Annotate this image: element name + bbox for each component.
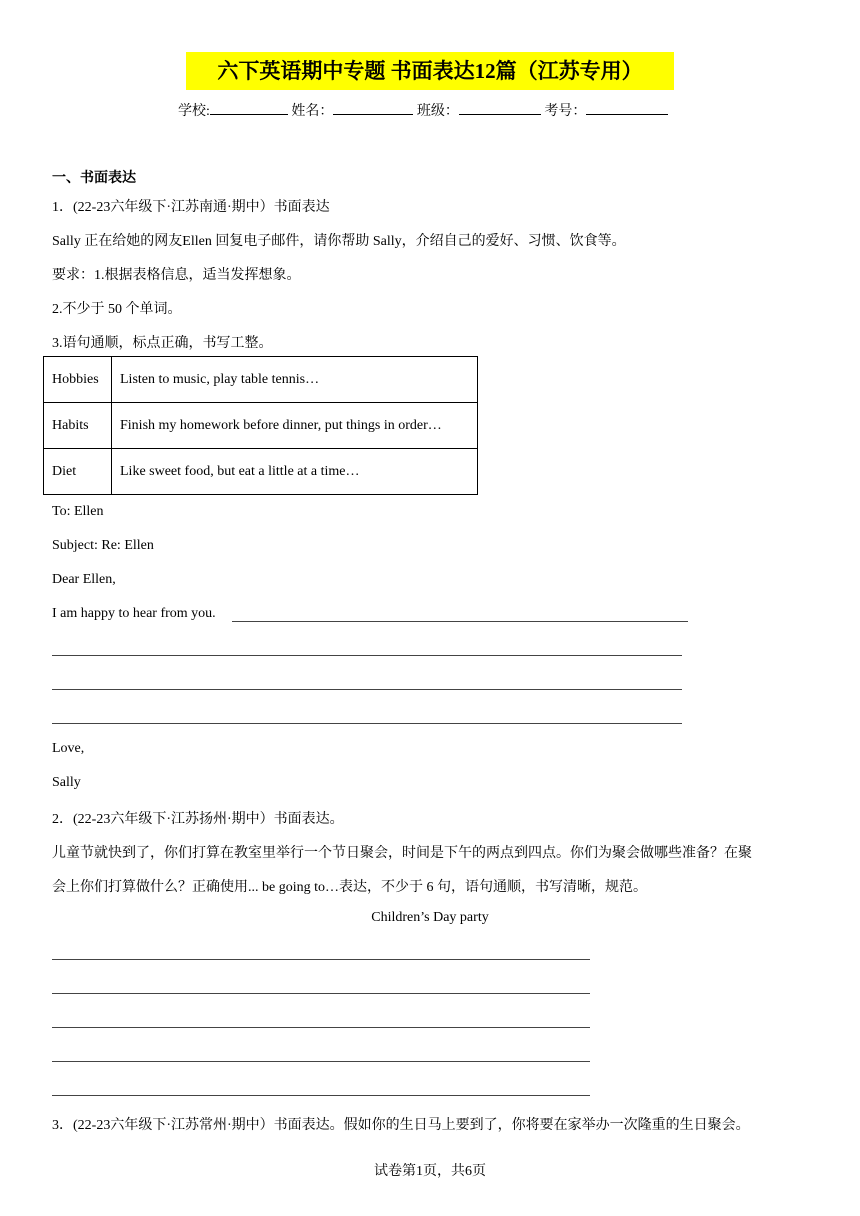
email-signature: Sally	[52, 775, 81, 790]
q2-essay-title: Children’s Day party	[371, 910, 489, 925]
student-info-line	[178, 100, 668, 120]
q1-requirement-3: 3.语句通顺，标点正确，书写工整。	[52, 336, 273, 351]
email-subject: Subject: Re: Ellen	[52, 538, 154, 553]
info-table	[43, 356, 478, 495]
answer-line[interactable]	[52, 689, 682, 690]
q1-requirement-2: 2.不少于 50 个单词。	[52, 302, 182, 317]
table-value: Finish my homework before dinner, put things in order…	[112, 403, 478, 449]
answer-line[interactable]	[52, 993, 590, 994]
answer-line[interactable]	[52, 959, 590, 960]
page-footer: 试卷第1页，共6页	[374, 1164, 486, 1179]
email-opening: I am happy to hear from you.	[52, 606, 216, 621]
name-label: 姓名：	[291, 104, 334, 119]
answer-line[interactable]	[52, 1095, 590, 1096]
q2-text-line-2: 会上你们打算做什么？正确使用... be going to…表达，不少于 6 句，语句通顺，书写清晰，规范。	[52, 880, 647, 895]
q1-header: 1．(22-23六年级下·江苏南通·期中）书面表达	[52, 200, 330, 215]
email-closing: Love,	[52, 741, 85, 756]
table-row	[44, 403, 478, 449]
class-label: 班级：	[416, 104, 459, 119]
answer-line[interactable]	[52, 1027, 590, 1028]
q3-header: 3．(22-23六年级下·江苏常州·期中）书面表达。假如你的生日马上要到了，你将要在家举办一次隆重的生日聚会。	[52, 1118, 750, 1133]
document-title: 六下英语期中专题 书面表达12篇（江苏专用）	[186, 52, 674, 90]
table-value: Like sweet food, but eat a little at a time…	[112, 449, 478, 495]
q2-text-line-1: 儿童节就快到了，你们打算在教室里举行一个节日聚会，时间是下午的两点到四点。你们为聚会做哪些准备？在聚	[52, 846, 752, 861]
answer-line[interactable]	[52, 1061, 590, 1062]
class-field[interactable]	[459, 100, 541, 115]
table-key: Diet	[44, 449, 112, 495]
section-heading: 一、书面表达	[52, 171, 136, 186]
table-value: Listen to music, play table tennis…	[112, 357, 478, 403]
table-key: Hobbies	[44, 357, 112, 403]
table-key: Habits	[44, 403, 112, 449]
answer-line[interactable]	[232, 621, 688, 622]
id-label: 考号：	[544, 104, 587, 119]
school-label: 学校:	[178, 104, 210, 119]
q1-intro: Sally 正在给她的网友Ellen 回复电子邮件，请你帮助 Sally，介绍自己的爱好、习惯、饮食等。	[52, 234, 626, 249]
name-field[interactable]	[333, 100, 413, 115]
q1-requirement-1: 要求：1.根据表格信息，适当发挥想象。	[52, 268, 301, 283]
table-row	[44, 357, 478, 403]
email-to: To: Ellen	[52, 504, 104, 519]
id-field[interactable]	[586, 100, 668, 115]
answer-line[interactable]	[52, 723, 682, 724]
email-greeting: Dear Ellen,	[52, 572, 116, 587]
school-field[interactable]	[210, 100, 288, 115]
table-row	[44, 449, 478, 495]
q2-header: 2．(22-23六年级下·江苏扬州·期中）书面表达。	[52, 812, 344, 827]
answer-line[interactable]	[52, 655, 682, 656]
